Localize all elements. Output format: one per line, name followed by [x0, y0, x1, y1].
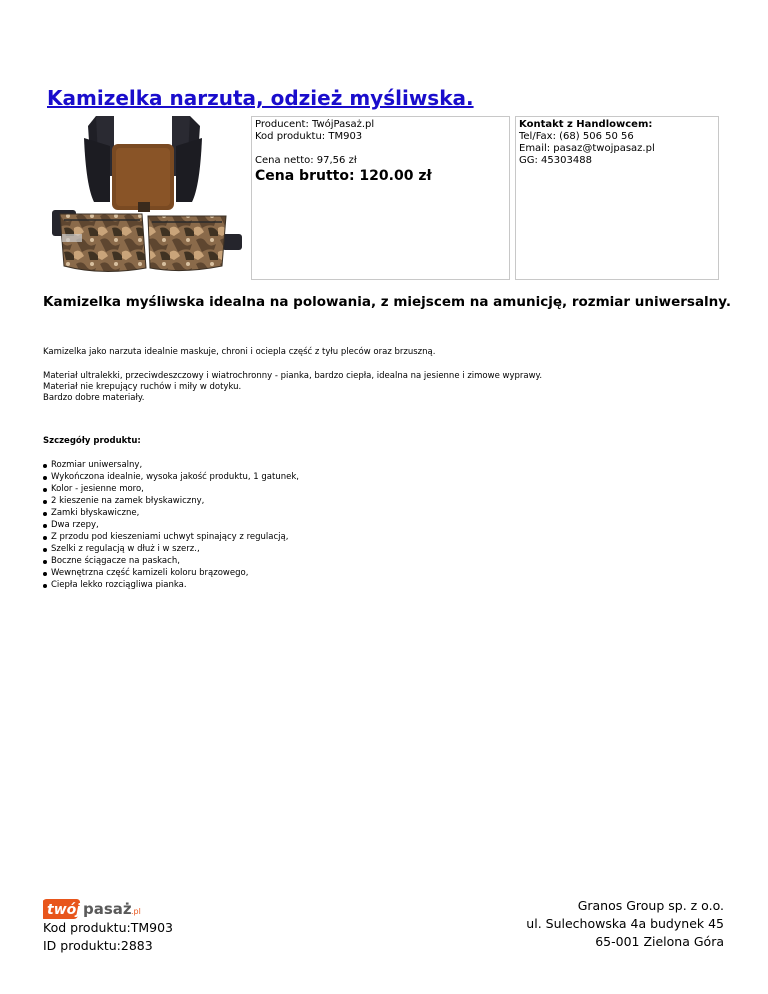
contact-gg: GG: 45303488 — [519, 155, 592, 166]
footer-street: ul. Sulechowska 4a budynek 45 — [526, 916, 724, 931]
footer-product-info — [43, 919, 173, 955]
footer-company-name: Granos Group sp. z o.o. — [577, 898, 724, 913]
price-gross: Cena brutto: 120.00 zł — [255, 168, 432, 184]
details-item: Ciepła lekko rozciągliwa pianka. — [43, 579, 299, 591]
details-item: Z przodu pod kieszeniami uchwyt spinający z regulacją, — [43, 531, 299, 543]
details-item: Boczne ściągacze na paskach, — [43, 555, 299, 567]
price-net: Cena netto: 97,56 zł — [255, 155, 357, 166]
description-line: Materiał ultralekki, przeciwdeszczowy i wiatrochronny - pianka, bardzo ciepła, idealna na jesienne i zimowe wyprawy. — [43, 371, 543, 381]
description-paragraph-1: Kamizelka jako narzuta idealnie maskuje, chroni i ociepla część z tyłu pleców oraz brzuszną. — [43, 347, 436, 357]
details-list — [43, 459, 299, 591]
product-title-link[interactable]: Kamizelka narzuta, odzież myśliwska. — [47, 86, 474, 110]
contact-title: Kontakt z Handlowcem: — [519, 119, 653, 130]
footer-city: 65-001 Zielona Góra — [595, 934, 724, 949]
details-item: Rozmiar uniwersalny, — [43, 459, 299, 471]
logo-tw-text: twój — [47, 902, 82, 918]
contact-box — [515, 116, 719, 280]
details-item: Wewnętrzna część kamizeli koloru brązowego, — [43, 567, 299, 579]
contact-phone: Tel/Fax: (68) 506 50 56 — [519, 131, 634, 142]
producer-text: Producent: TwójPasaż.pl — [255, 119, 375, 130]
details-item: Kolor - jesienne moro, — [43, 483, 299, 495]
product-code-text: Kod produktu: TM903 — [255, 131, 363, 142]
details-item: Szelki z regulacją w dłuż i w szerz., — [43, 543, 299, 555]
details-heading: Szczegóły produktu: — [43, 436, 141, 446]
logo-pasaz-text: pasaż — [83, 900, 132, 918]
description-paragraph-2 — [43, 371, 542, 404]
footer-product-id: ID produktu:2883 — [43, 938, 153, 953]
description-line: Materiał nie krepujący ruchów i miły w dotyku. — [43, 382, 242, 392]
details-item: Zamki błyskawiczne, — [43, 507, 299, 519]
vest-product-image — [50, 116, 246, 278]
logo-tld-text: .pl — [131, 907, 141, 916]
description-line: Bardzo dobre materiały. — [43, 393, 145, 403]
contact-email: Email: pasaz@twojpasaz.pl — [519, 143, 655, 154]
details-item: 2 kieszenie na zamek błyskawiczny, — [43, 495, 299, 507]
details-item: Wykończona idealnie, wysoka jakość produktu, 1 gatunek, — [43, 471, 299, 483]
description-headline: Kamizelka myśliwska idealna na polowania, z miejscem na amunicję, rozmiar uniwersalny. — [43, 294, 731, 310]
details-item: Dwa rzepy, — [43, 519, 299, 531]
product-info-box — [251, 116, 510, 280]
footer-product-code: Kod produktu:TM903 — [43, 920, 173, 935]
footer-company-address — [526, 897, 724, 951]
